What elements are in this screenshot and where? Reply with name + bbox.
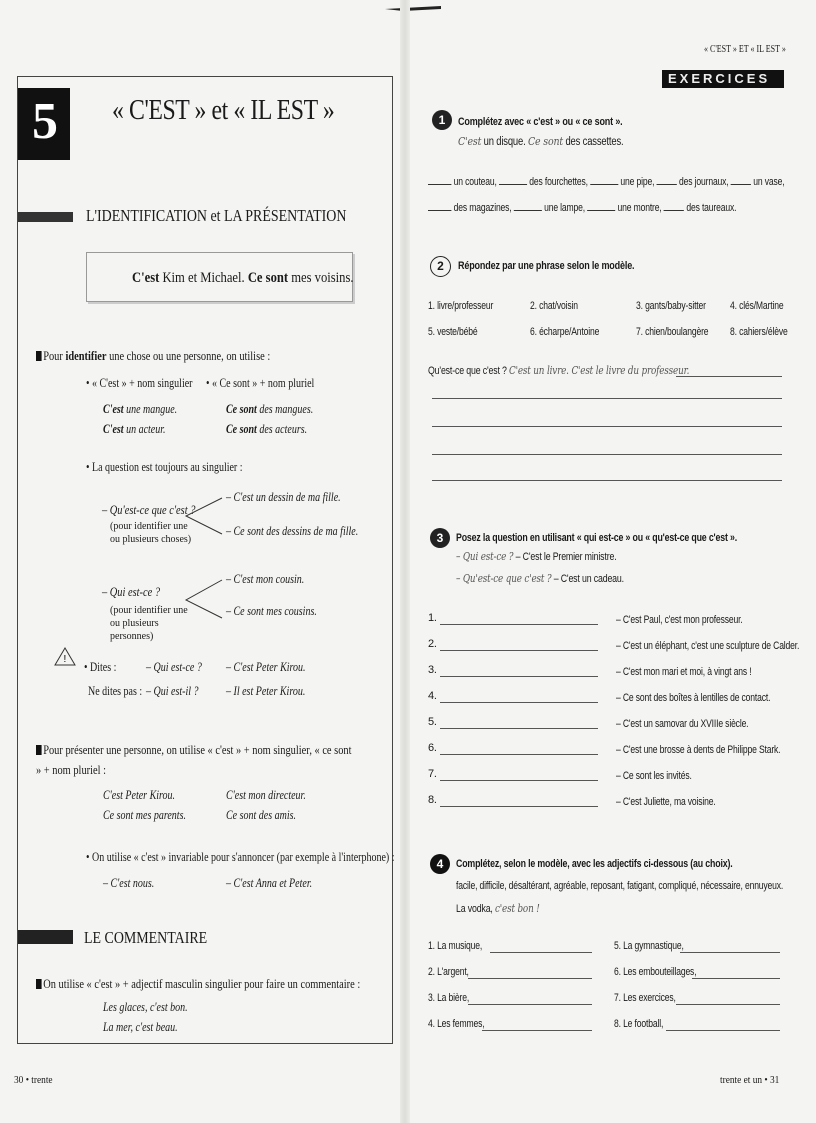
ex4-right-5: 5. La gymnastique, (614, 940, 684, 952)
ex3-answer-line (440, 650, 598, 651)
ex4-right-6: 6. Les embouteillages, (614, 966, 697, 978)
ex1-model: C'est un disque. Ce sont des cassettes. (458, 134, 624, 148)
ex4-answer-line (468, 978, 592, 979)
ex1-instruction: Complétez avec « c'est » ou « ce sont ». (458, 116, 623, 128)
ex2-answer-line (676, 376, 782, 377)
ex3-item-answer: – C'est un samovar du XVIIIe siècle. (616, 718, 749, 730)
answer-cousin: – C'est mon cousin. (226, 572, 305, 586)
nedites-question: – Qui est-il ? (146, 684, 199, 698)
ex4-left-2: 2. L'argent, (428, 966, 469, 978)
ex2-answer-line (432, 426, 782, 427)
commentaire-ex2: La mer, c'est beau. (103, 1020, 178, 1034)
ex2-cue-7: 7. chien/boulangère (636, 326, 709, 338)
commentaire-lead: On utilise « c'est » + adjectif masculin singulier pour faire un commentaire : (36, 976, 360, 992)
ex2-model: Qu'est-ce que c'est ? C'est un livre. C'est le livre du professeur. (428, 364, 690, 377)
svg-text:!: ! (63, 654, 67, 665)
ex4-left-4: 4. Les femmes, (428, 1018, 485, 1030)
section-bar-identification (18, 212, 73, 222)
dites-label: • Dites : (84, 660, 117, 674)
footer-left-page: 30 • trente (14, 1074, 53, 1086)
ex3-item-answer: – Ce sont les invités. (616, 770, 692, 782)
exercices-badge (662, 70, 784, 88)
example-mangue: C'est une mangue. (103, 402, 178, 416)
nedites-label: Ne dites pas : (88, 684, 143, 698)
ex3-item-number: 4. (428, 690, 437, 702)
ex2-cue-5: 5. veste/bébé (428, 326, 478, 338)
page-fold (400, 0, 410, 1123)
annoncer-ex2: – C'est Anna et Peter. (226, 876, 313, 890)
branch-arrows-2 (184, 576, 224, 620)
exercise-number-4: 4 (430, 854, 450, 874)
ex2-instruction: Répondez par une phrase selon le modèle. (458, 260, 635, 272)
ex4-answer-line (680, 952, 780, 953)
ex2-cue-4: 4. clés/Martine (730, 300, 784, 312)
ex3-answer-line (440, 806, 598, 807)
question-note: • La question est toujours au singulier : (86, 460, 243, 474)
nedites-answer: – Il est Peter Kirou. (226, 684, 306, 698)
ex4-answer-line (468, 1004, 592, 1005)
ex2-answer-line (432, 480, 782, 481)
ex3-item-number: 3. (428, 664, 437, 676)
presenter-lead: Pour présenter une personne, on utilise « c'est » + nom singulier, « ce sont » + nom pluriel : (36, 742, 352, 777)
ex3-instruction: Posez la question en utilisant « qui est-ce » ou « qu'est-ce que c'est ». (456, 532, 738, 544)
ex2-answer-line (432, 398, 782, 399)
example-mangues: Ce sont des mangues. (226, 402, 314, 416)
top-arrow-mark (383, 2, 443, 20)
section-bar-commentaire (18, 930, 73, 944)
ex4-left-1: 1. La musique, (428, 940, 483, 952)
ex4-left-3: 3. La bière, (428, 992, 470, 1004)
section-title-identification: L'IDENTIFICATION et LA PRÉSENTATION (86, 206, 347, 225)
exercise-number-2: 2 (430, 256, 451, 277)
ex4-answer-line (482, 1030, 592, 1031)
question-quest-ce-note: (pour identifier une ou plusieurs choses) (110, 521, 192, 545)
chapter-number: 5 (32, 93, 58, 150)
ex3-item-answer: – Ce sont des boîtes à lentilles de contact. (616, 692, 771, 704)
branch-arrows-1 (184, 494, 224, 536)
ex4-answer-line (666, 1030, 780, 1031)
ex3-answer-line (440, 676, 598, 677)
ex3-item-number: 7. (428, 768, 437, 780)
example-acteur: C'est un acteur. (103, 422, 166, 436)
dites-question: – Qui est-ce ? (146, 660, 202, 674)
ex1-line-1: un couteau, des fourchettes, une pipe, des journaux, un vase, (428, 176, 795, 188)
rule-singular: • « C'est » + nom singulier (86, 376, 193, 390)
identifier-lead: Pour identifier une chose ou une personne, on utilise : (36, 348, 270, 364)
presenter-ex1-right: C'est mon directeur. (226, 788, 306, 802)
ex4-right-8: 8. Le football, (614, 1018, 664, 1030)
ex3-answer-line (440, 624, 598, 625)
ex4-model: La vodka, c'est bon ! (456, 902, 540, 915)
chapter-number-block (18, 88, 70, 160)
ex2-answer-line (432, 454, 782, 455)
ex3-item-answer: – C'est Juliette, ma voisine. (616, 796, 716, 808)
ex3-item-answer: – C'est un éléphant, c'est une sculpture de Calder. (616, 640, 800, 652)
ex4-answer-line (692, 978, 780, 979)
ex2-cue-3: 3. gants/baby-sitter (636, 300, 706, 312)
ex3-item-number: 1. (428, 612, 437, 624)
presenter-ex2-right: Ce sont des amis. (226, 808, 296, 822)
presenter-ex2-left: Ce sont mes parents. (103, 808, 186, 822)
warning-icon (54, 646, 76, 666)
ex2-cue-6: 6. écharpe/Antoine (530, 326, 600, 338)
example-acteurs: Ce sont des acteurs. (226, 422, 308, 436)
ex3-answer-line (440, 780, 598, 781)
ex3-item-answer: – C'est mon mari et moi, à vingt ans ! (616, 666, 752, 678)
question-qui-est-ce: – Qui est-ce ? (102, 584, 161, 599)
ex3-answer-line (440, 702, 598, 703)
exercise-number-1: 1 (432, 110, 452, 130)
ex3-item-number: 5. (428, 716, 437, 728)
ex4-answer-line (676, 1004, 780, 1005)
ex2-cue-8: 8. cahiers/élève (730, 326, 788, 338)
question-qui-est-ce-note: (pour identifier une ou plusieurs personnes) (110, 605, 188, 642)
commentaire-ex1: Les glaces, c'est bon. (103, 1000, 188, 1014)
ex2-cue-2: 2. chat/voisin (530, 300, 578, 312)
square-bullet-icon (36, 979, 42, 989)
ex3-answer-line (440, 754, 598, 755)
ex3-item-number: 6. (428, 742, 437, 754)
answer-dessins: – Ce sont des dessins de ma fille. (226, 524, 359, 538)
running-header: « C'EST » ET « IL EST » (704, 44, 786, 55)
ex2-cue-1: 1. livre/professeur (428, 300, 494, 312)
chapter-title: « C'EST » et « IL EST » (112, 94, 335, 126)
exercices-label: EXERCICES (668, 71, 771, 86)
ex4-instruction: Complétez, selon le modèle, avec les adjectifs ci-dessous (au choix). (456, 858, 733, 870)
annoncer-ex1: – C'est nous. (103, 876, 155, 890)
ex3-model-1: – Qui est-ce ? – C'est le Premier ministre. (456, 550, 617, 563)
ex3-item-number: 8. (428, 794, 437, 806)
ex4-right-7: 7. Les exercices, (614, 992, 676, 1004)
square-bullet-icon (36, 351, 42, 361)
ex3-model-2: – Qu'est-ce que c'est ? – C'est un cadeau. (456, 572, 624, 585)
section-title-commentaire: LE COMMENTAIRE (84, 928, 208, 947)
ex3-item-number: 2. (428, 638, 437, 650)
intro-sentence: C'est Kim et Michael. Ce sont mes voisins. (132, 270, 354, 286)
footer-right-page: trente et un • 31 (720, 1074, 780, 1086)
answer-dessin: – C'est un dessin de ma fille. (226, 490, 341, 504)
question-quest-ce: – Qu'est-ce que c'est ? (102, 502, 196, 517)
ex4-adjectives: facile, difficile, désaltérant, agréable, reposant, fatigant, compliqué, nécessaire, ennuyeux. (456, 880, 784, 892)
ex3-item-answer: – C'est une brosse à dents de Philippe Stark. (616, 744, 781, 756)
presenter-ex1-left: C'est Peter Kirou. (103, 788, 176, 802)
exercise-number-3: 3 (430, 528, 450, 548)
rule-plural: • « Ce sont » + nom pluriel (206, 376, 315, 390)
square-bullet-icon (36, 745, 42, 755)
ex3-answer-line (440, 728, 598, 729)
ex4-answer-line (490, 952, 592, 953)
annoncer-lead: • On utilise « c'est » invariable pour s'annoncer (par exemple à l'interphone) : (86, 850, 395, 864)
ex3-item-answer: – C'est Paul, c'est mon professeur. (616, 614, 743, 626)
dites-answer: – C'est Peter Kirou. (226, 660, 306, 674)
answer-cousins: – Ce sont mes cousins. (226, 604, 317, 618)
ex1-line-2: des magazines, une lampe, une montre, des taureaux. (428, 202, 756, 214)
